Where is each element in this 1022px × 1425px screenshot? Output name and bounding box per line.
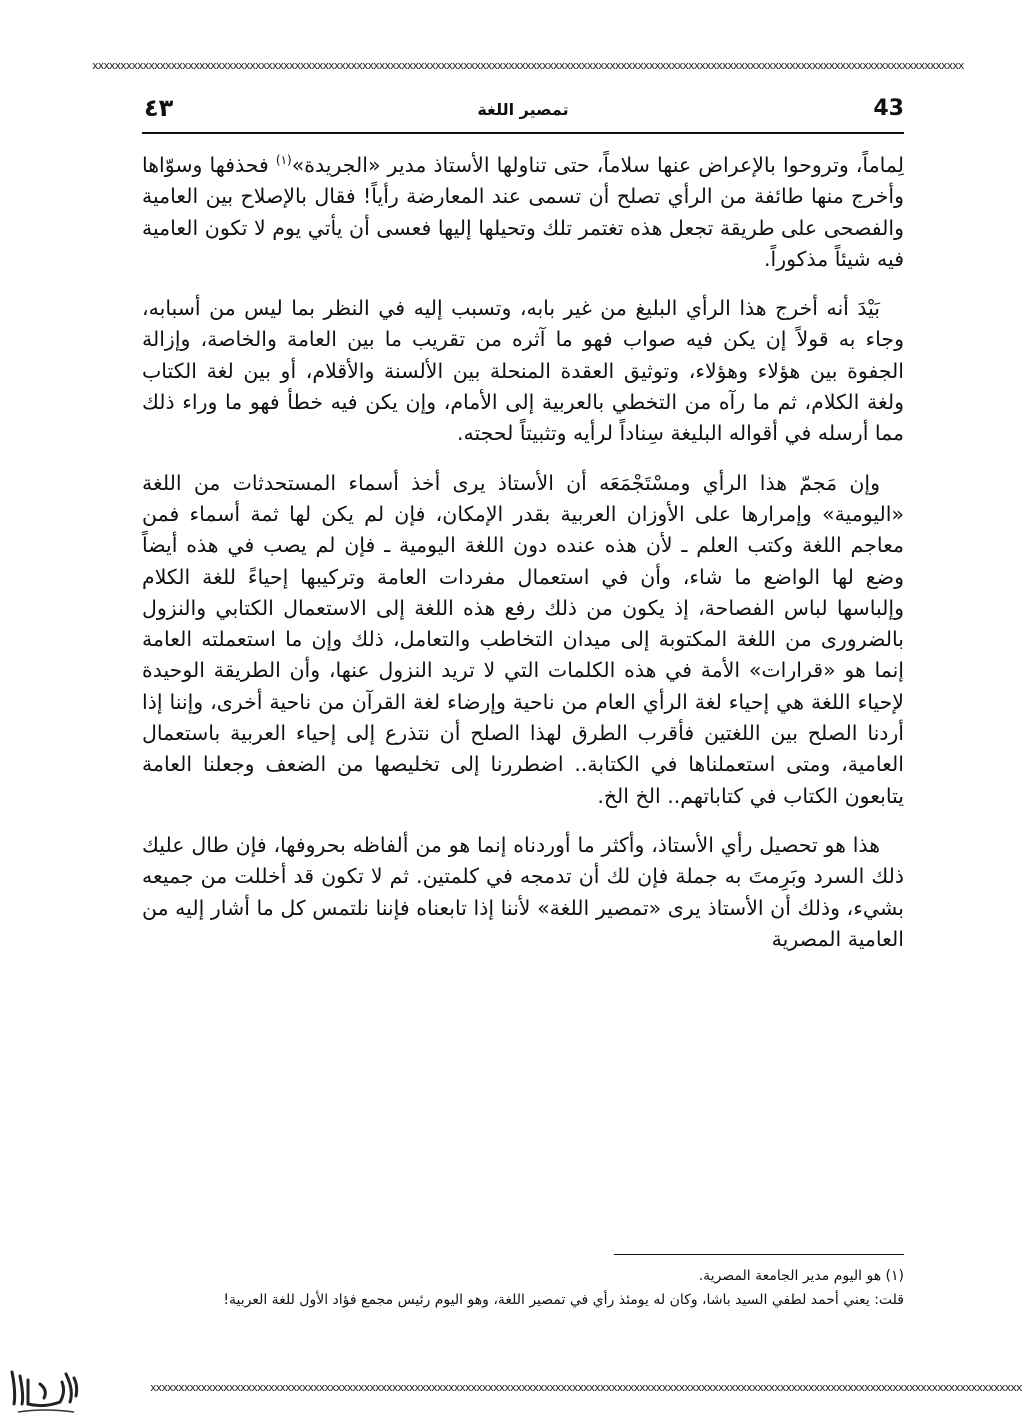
page-number-latin: 43 [873, 96, 904, 121]
page-header [142, 92, 904, 134]
footnotes [142, 1264, 904, 1312]
footnote-1-comment: قلت: يعني أحمد لطفي السيد باشا، وكان له يومئذ رأي في تمصير اللغة، وهو اليوم رئيس مجمع فؤاد الأول للغة العربية! [223, 1292, 904, 1308]
paragraph-3: وإن مَجمّ هذا الرأي ومسْتَجْمَعَه أن الأستاذ يرى أخذ أسماء المستحدثات من اللغة «اليومية» وإمرارها على الأوزان العربية بقدر الإمكان، فإن لم يكن لها ثمة أسماء فمن معاجم اللغة وكتب العلم ـ لأن هذه عنده دون اللغة اليومية ـ فإن لم يصب في هذه أيضاً وضع لها الواضع ما شاء، وأن في استعمال مفردات العامة وتركيبها إحياءً للغة الكلام وإلباسها لباس الفصاحة، إذ يكون من ذلك رفع هذه اللغة إلى الاستعمال الكتابي والنزول بالضرورى من اللغة المكتوبة إلى ميدان التخاطب والتعامل، ذلك وإن ما استعملته العامة إنما هو «قرارات» الأمة في هذه الكلمات التي لا تريد النزول عنها، وأن الطريقة الوحيدة لإحياء اللغة هي إحياء لغة الرأي العام من ناحية وإرضاء لغة القرآن من ناحية أخرى، وإننا إذا أردنا الصلح بين اللغتين فأقرب الطرق لهذا الصلح أن نتذرع إلى إحياء العربية باستعمال العامية، ومتى استعملناها في الكتابة.. اضطررنا إلى تخليصها من الضعف وجعلنا العامة يتابعون الكتاب في كتاباتهم.. الخ الخ. [142, 470, 904, 808]
bottom-ornament-border: xxxxxxxxxxxxxxxxxxxxxxxxxxxxxxxxxxxxxxxxxxxxxxxxxxxxxxxxxxxxxxxxxxxxxxxxxxxxxxxxxxxxxxxxxxxxxxxxxxxxxxxxxxxxxxxxxxxxxxxxxxxxxxxxxxxxxxxxxxxxxxxxxxxxxxxxxxx [150, 1381, 1022, 1394]
library-stamp-logo [4, 1362, 84, 1417]
main-text [142, 150, 904, 973]
page-number-arabic: ٤٣ [144, 94, 174, 122]
paragraph-4: هذا هو تحصيل رأي الأستاذ، وأكثر ما أوردناه إنما هو من ألفاظه بحروفها، فإن طال عليك ذلك السرد وبَرِمتَ به جملة فإن لك أن تدمجه في كلمتين. ثم لا تكون قد أخللت من جميعه بشيء، وذلك أن الأستاذ يرى «تمصير اللغة» لأننا إذا تابعناه فإننا نلتمس كل ما أشار إليه من العامية المصرية [142, 832, 904, 951]
paragraph-2: بَيْدَ أنه أخرج هذا الرأي البليغ من غير بابه، وتسبب إليه في النظر بما ليس من أسبابه، وجاء به قولاً إن يكن فيه صواب فهو ما آثره من تقريب ما بين العامة والخاصة، وإزالة الجفوة بين هؤلاء وهؤلاء، وتوثيق العقدة المنحلة بين الألسنة والأقلام، أو بين لغة الكتاب ولغة الكلام، ثم ما رآه من التخطي بالعربية إلى الأمام، وإن يكن فيه خطأ فهو ما وراء ذلك مما أرسله في أقواله البليغة سِناداً لرأيه وتثبيتاً لحجته. [142, 296, 904, 446]
footnote-1: (١) هو اليوم مدير الجامعة المصرية. [698, 1268, 904, 1284]
top-ornament-border: xxxxxxxxxxxxxxxxxxxxxxxxxxxxxxxxxxxxxxxxxxxxxxxxxxxxxxxxxxxxxxxxxxxxxxxxxxxxxxxxxxxxxxxxxxxxxxxxxxxxxxxxxxxxxxxxxxxxxxxxxxxxxxxxxxxxxxxxxxxxxxxxxxxxxxxxxxx [92, 59, 964, 72]
paragraph-1: لِماماً، وتروحوا بالإعراض عنها سلاماً، حتى تناولها الأستاذ مدير «الجريدة»$^{(١)}$ فحذفها وسوّاها وأخرج منها طائفة من الرأي تصلح أن تسمى عند المعارضة رأياً! فقال بالإصلاح بين العامية والفصحى على طريقة تجعل هذه تغتمر تلك وتحيلها إليها فعسى أن يأتي يوم لا تكون العامية فيه شيئاً مذكوراً. [142, 153, 904, 271]
footnote-separator [614, 1254, 904, 1255]
running-title: تمصير اللغة [477, 100, 569, 119]
footnote-ref-1: (١) [275, 153, 292, 168]
